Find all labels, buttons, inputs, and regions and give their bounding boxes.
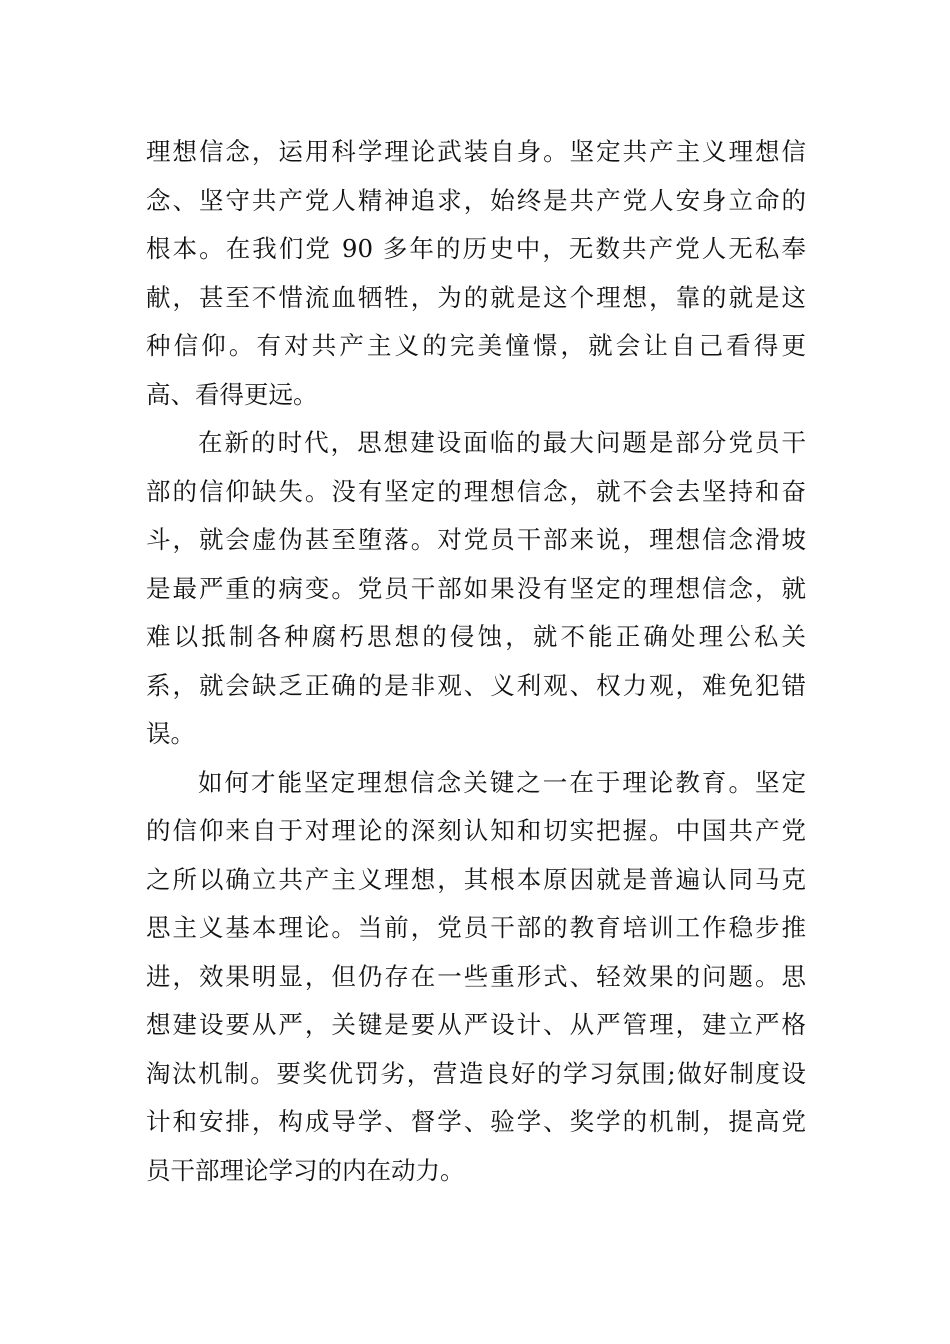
- text-line: 难以抵制各种腐朽思想的侵蚀，就不能正确处理公私关: [146, 622, 806, 651]
- text-line: 误。: [146, 719, 195, 748]
- text-line: 在新的时代，思想建设面临的最大问题是部分党员干: [198, 428, 806, 457]
- text-line: 高、看得更远。: [146, 379, 318, 409]
- text-line: 思主义基本理论。当前，党员干部的教育培训工作稳步推: [146, 913, 806, 942]
- text-line: 如何才能坚定理想信念关键之一在于理论教育。坚定: [198, 767, 806, 797]
- text-line: 部的信仰缺失。没有坚定的理想信念，就不会去坚持和奋: [146, 476, 806, 506]
- paragraph: [146, 128, 806, 419]
- text-line: 之所以确立共产主义理想，其根本原因就是普遍认同马克: [146, 864, 806, 894]
- text-line: 进，效果明显，但仍存在一些重形式、轻效果的问题。思: [146, 961, 806, 991]
- text-line: 系，就会缺乏正确的是非观、义利观、权力观，难免犯错: [146, 670, 806, 700]
- paragraph: [146, 759, 806, 1196]
- document-body: [146, 128, 806, 1195]
- text-line: 理想信念，运用科学理论武装自身。坚定共产主义理想信: [146, 137, 806, 166]
- text-line: 根本。在我们党 90 多年的历史中，无数共产党人无私奉: [146, 234, 806, 263]
- text-line: 员干部理论学习的内在动力。: [146, 1155, 465, 1185]
- text-line: 淘汰机制。要奖优罚劣，营造良好的学习氛围;做好制度设: [146, 1058, 806, 1088]
- text-line: 是最严重的病变。党员干部如果没有坚定的理想信念，就: [146, 573, 806, 603]
- text-line: 念、坚守共产党人精神追求，始终是共产党人安身立命的: [146, 185, 806, 215]
- text-line: 斗，就会虚伪甚至堕落。对党员干部来说，理想信念滑坡: [146, 525, 806, 554]
- text-line: 计和安排，构成导学、督学、验学、奖学的机制，提高党: [146, 1107, 806, 1136]
- text-line: 种信仰。有对共产主义的完美憧憬，就会让自己看得更: [146, 331, 806, 360]
- text-line: 献，甚至不惜流血牺牲，为的就是这个理想，靠的就是这: [146, 282, 806, 312]
- paragraph: [146, 419, 806, 759]
- text-line: 的信仰来自于对理论的深刻认知和切实把握。中国共产党: [146, 816, 806, 845]
- text-line: 想建设要从严，关键是要从严设计、从严管理，建立严格: [146, 1010, 806, 1039]
